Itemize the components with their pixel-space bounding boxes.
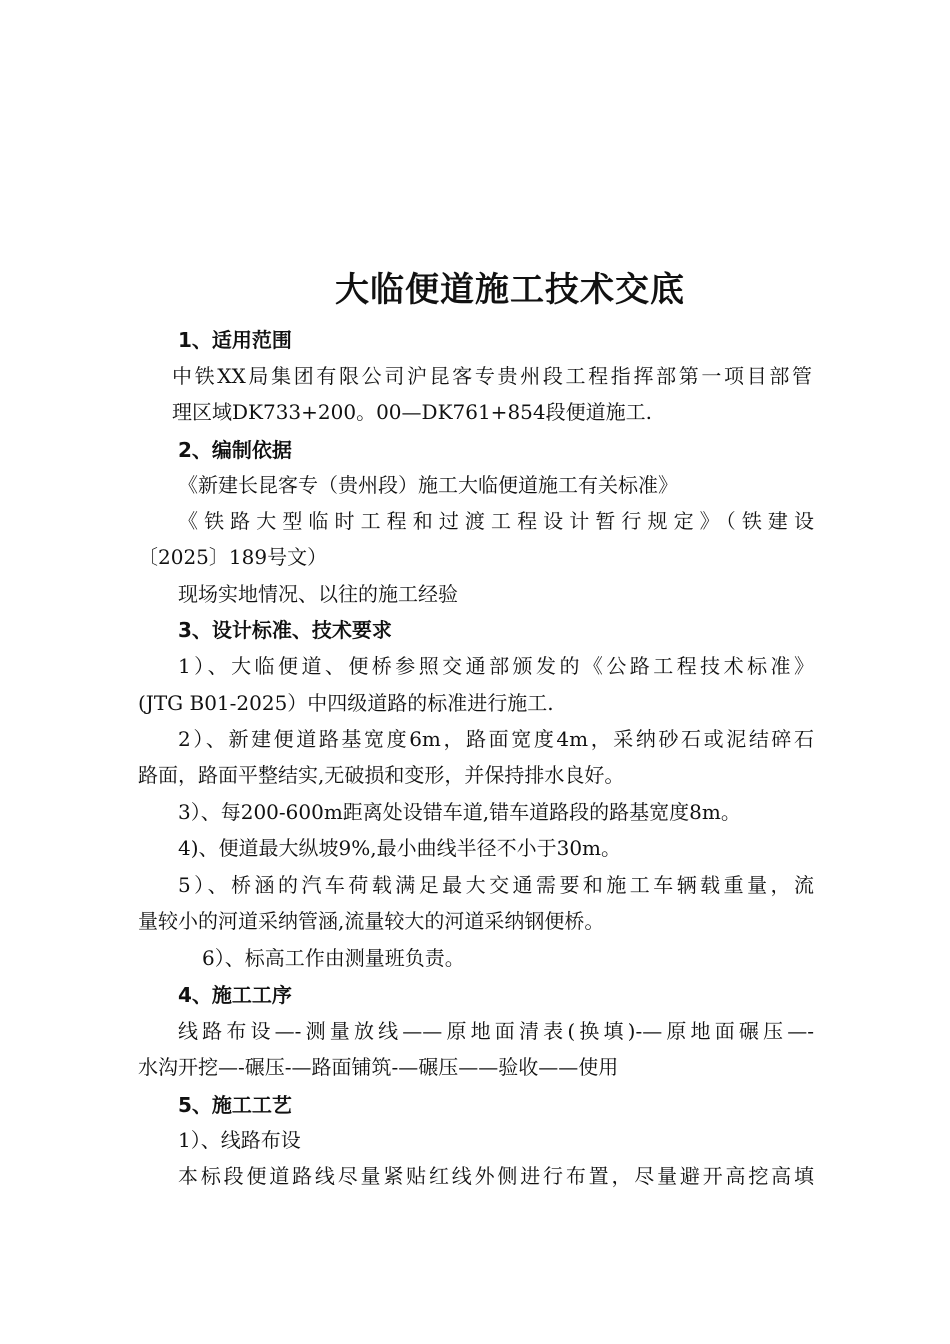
section-3-item-line: 路面，路面平整结实,无破损和变形，并保持排水良好。 <box>138 763 625 787</box>
section-3-item-line: 1）、大临便道、便桥参照交通部颁发的《公路工程技术标准》 <box>178 654 814 678</box>
section-4-process-line: 水沟开挖—-碾压-—路面铺筑-—碾压——验收——使用 <box>138 1055 619 1079</box>
section-3-heading: 3、设计标准、技术要求 <box>178 618 392 642</box>
section-1-paragraph-line: 中铁XX局集团有限公司沪昆客专贵州段工程指挥部第一项目部管 <box>172 364 812 388</box>
section-3-item-line: 5）、桥涵的汽车荷载满足最大交通需要和施工车辆载重量，流 <box>178 873 814 897</box>
section-3-item-line: 4)、便道最大纵坡9%,最小曲线半径不小于30m。 <box>178 836 622 860</box>
section-1-heading: 1、适用范围 <box>178 328 292 352</box>
section-1-paragraph-line: 理区域DK733+200。00—DK761+854段便道施工. <box>172 400 652 424</box>
section-2-reference: 《新建长昆客专（贵州段）施工大临便道施工有关标准》 <box>178 473 678 497</box>
section-2-reference-continued: 〔2025〕189号文） <box>138 545 328 569</box>
section-5-subheading: 1）、线路布设 <box>178 1128 301 1152</box>
document-title: 大临便道施工技术交底 <box>335 270 685 310</box>
section-2-reference: 《铁路大型临时工程和过渡工程设计暂行规定》（铁建设 <box>178 509 814 533</box>
section-4-heading: 4、施工工序 <box>178 983 292 1007</box>
section-5-paragraph-line: 本标段便道路线尽量紧贴红线外侧进行布置，尽量避开高挖高填 <box>178 1164 814 1188</box>
section-3-item-line: 2）、新建便道路基宽度6m，路面宽度4m，采纳砂石或泥结碎石 <box>178 727 814 751</box>
section-3-item-line: 6）、标高工作由测量班负责。 <box>202 946 465 970</box>
section-2-reference: 现场实地情况、以往的施工经验 <box>178 582 458 606</box>
section-2-heading: 2、编制依据 <box>178 438 292 462</box>
section-3-item-line: 3）、每200-600m距离处设错车道,错车道路段的路基宽度8m。 <box>178 800 741 824</box>
section-3-item-line: 量较小的河道采纳管涵,流量较大的河道采纳钢便桥。 <box>138 909 605 933</box>
section-5-heading: 5、施工工艺 <box>178 1093 292 1117</box>
section-3-item-line: (JTG B01-2025）中四级道路的标准进行施工. <box>138 691 554 715</box>
section-4-process-line: 线路布设—-测量放线——原地面清表(换填)-—原地面碾压—- <box>178 1019 814 1043</box>
